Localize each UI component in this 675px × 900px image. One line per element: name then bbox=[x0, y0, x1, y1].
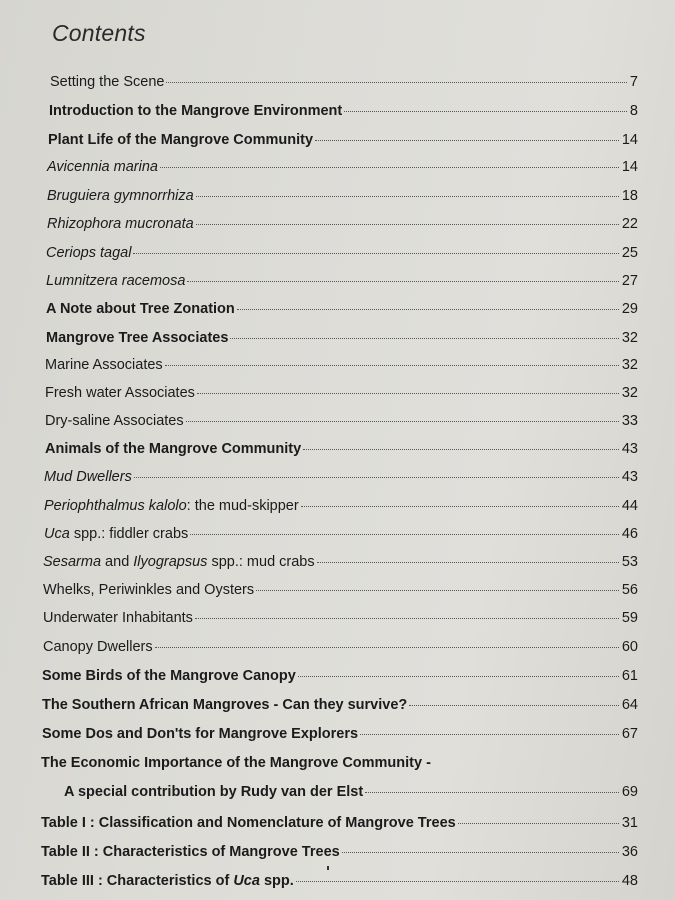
toc-entry bbox=[41, 843, 638, 861]
toc-entry-heading-line: The Economic Importance of the Mangrove Community - bbox=[41, 755, 431, 771]
toc-entry bbox=[41, 814, 638, 832]
toc-entry-page: 59 bbox=[621, 610, 638, 626]
toc-entry bbox=[47, 158, 638, 176]
toc-entry bbox=[43, 609, 638, 627]
toc-entry-page: 46 bbox=[621, 526, 638, 542]
dot-leader bbox=[166, 82, 626, 83]
toc-entry-title-rest: spp.: mud crabs bbox=[207, 554, 315, 570]
toc-entry-page: 44 bbox=[621, 498, 638, 514]
toc-entry-title: Mangrove Tree Associates bbox=[46, 330, 229, 346]
toc-entry-page: 33 bbox=[621, 413, 638, 429]
toc-entry-title: Animals of the Mangrove Community bbox=[45, 441, 302, 457]
toc-entry-title-rest: spp.: fiddler crabs bbox=[69, 526, 189, 542]
toc-entry-page: 56 bbox=[621, 582, 638, 598]
toc-entry bbox=[44, 497, 638, 515]
dot-leader bbox=[134, 477, 619, 478]
dot-leader bbox=[155, 647, 619, 648]
toc-entry-title: Introduction to the Mangrove Environment bbox=[49, 103, 343, 119]
toc-entry-page: 61 bbox=[621, 668, 638, 684]
toc-entry-title: Whelks, Periwinkles and Oysters bbox=[43, 582, 255, 598]
toc-entry-title: Ceriops tagal bbox=[46, 245, 132, 261]
toc-entry bbox=[46, 244, 638, 262]
toc-entry bbox=[45, 412, 638, 430]
toc-entry-title: Mud Dwellers bbox=[44, 469, 132, 485]
species-name: Periophthalmus kalolo bbox=[44, 498, 187, 514]
toc-entry-title: Plant Life of the Mangrove Community bbox=[48, 132, 314, 148]
toc-entry-title-rest: spp. bbox=[259, 873, 294, 889]
dot-leader bbox=[409, 705, 619, 706]
toc-entry-title bbox=[44, 497, 299, 515]
dot-leader bbox=[360, 734, 619, 735]
toc-entry-page: 32 bbox=[621, 330, 638, 346]
dot-leader bbox=[344, 111, 627, 112]
toc-entry-page: 48 bbox=[621, 873, 638, 889]
dot-leader bbox=[315, 140, 619, 141]
dot-leader bbox=[186, 421, 619, 422]
dot-leader bbox=[197, 393, 619, 394]
toc-entry-title: The Southern African Mangroves - Can they survive? bbox=[42, 697, 408, 713]
toc-entry-title bbox=[44, 525, 188, 543]
toc-entry-title bbox=[43, 553, 315, 571]
toc-entry bbox=[42, 725, 638, 743]
contents-heading: Contents bbox=[52, 20, 146, 46]
toc-entry-page: 8 bbox=[629, 103, 638, 119]
toc-entry-page: 7 bbox=[629, 74, 638, 90]
toc-entry-title: Some Dos and Don'ts for Mangrove Explorers bbox=[42, 726, 359, 742]
dot-leader bbox=[303, 449, 619, 450]
toc-entry-page: 43 bbox=[621, 469, 638, 485]
toc-entry-page: 53 bbox=[621, 554, 638, 570]
toc-entry-title: Marine Associates bbox=[45, 357, 163, 373]
toc-entry-page: 32 bbox=[621, 385, 638, 401]
dot-leader bbox=[365, 792, 619, 793]
species-name: Ilyograpsus bbox=[133, 554, 208, 570]
toc-entry bbox=[47, 215, 638, 233]
dot-leader bbox=[187, 281, 618, 282]
dot-leader bbox=[317, 562, 619, 563]
dot-leader bbox=[458, 823, 619, 824]
toc-entry bbox=[46, 272, 638, 290]
toc-entry bbox=[46, 300, 638, 318]
species-name: Sesarma bbox=[43, 554, 102, 570]
toc-entry-title: Rhizophora mucronata bbox=[47, 216, 194, 232]
toc-entry-page: 60 bbox=[621, 639, 638, 655]
toc-entry-page: 69 bbox=[621, 784, 638, 800]
toc-entry-page: 32 bbox=[621, 357, 638, 373]
toc-entry bbox=[43, 553, 638, 571]
dot-leader bbox=[196, 224, 619, 225]
toc-entry bbox=[43, 581, 638, 599]
toc-entry-page: 18 bbox=[621, 188, 638, 204]
dot-leader bbox=[190, 534, 619, 535]
dot-leader bbox=[160, 167, 619, 168]
toc-entry bbox=[44, 468, 638, 486]
toc-entry-title bbox=[41, 872, 294, 890]
toc-entry-page: 27 bbox=[621, 273, 638, 289]
toc-entry-page: 22 bbox=[621, 216, 638, 232]
toc-entry-title-mid: and bbox=[101, 554, 134, 570]
toc-entry bbox=[45, 356, 638, 374]
toc-entry bbox=[42, 696, 638, 714]
toc-entry-title: Table II : Characteristics of Mangrove Trees bbox=[41, 844, 340, 860]
toc-entry-title: Avicennia marina bbox=[47, 159, 158, 175]
toc-entry-page: 29 bbox=[621, 301, 638, 317]
toc-entry bbox=[49, 102, 638, 120]
toc-entry bbox=[43, 638, 638, 656]
toc-entry-title: Dry-saline Associates bbox=[45, 413, 184, 429]
dot-leader bbox=[165, 365, 619, 366]
toc-entry-title-rest: : the mud-skipper bbox=[186, 498, 299, 514]
stray-mark bbox=[327, 866, 329, 870]
toc-entry bbox=[46, 329, 638, 347]
toc-entry-page: 43 bbox=[621, 441, 638, 457]
toc-entry-page: 67 bbox=[621, 726, 638, 742]
dot-leader bbox=[133, 253, 618, 254]
toc-entry-title-start: Table III : Characteristics of bbox=[41, 873, 234, 889]
toc-entry-title: Fresh water Associates bbox=[45, 385, 195, 401]
toc-entry bbox=[50, 73, 638, 91]
dot-leader bbox=[296, 881, 619, 882]
toc-entry-title: A Note about Tree Zonation bbox=[46, 301, 235, 317]
dot-leader bbox=[342, 852, 619, 853]
dot-leader bbox=[256, 590, 619, 591]
dot-leader bbox=[196, 196, 619, 197]
toc-entry bbox=[45, 440, 638, 458]
toc-entry-title: Underwater Inhabitants bbox=[43, 610, 193, 626]
toc-entry bbox=[41, 872, 638, 890]
toc-entry bbox=[42, 667, 638, 685]
dot-leader bbox=[195, 618, 619, 619]
dot-leader bbox=[298, 676, 619, 677]
toc-entry bbox=[48, 131, 638, 149]
toc-entry-title: Table I : Classification and Nomenclature of Mangrove Trees bbox=[41, 815, 456, 831]
toc-entry-title: Setting the Scene bbox=[50, 74, 165, 90]
toc-entry bbox=[47, 187, 638, 205]
toc-entry-page: 31 bbox=[621, 815, 638, 831]
species-name: Uca bbox=[233, 873, 260, 889]
toc-entry-title: Bruguiera gymnorrhiza bbox=[47, 188, 194, 204]
toc-entry-title: Lumnitzera racemosa bbox=[46, 273, 186, 289]
toc-entry bbox=[64, 783, 638, 801]
toc-entry-title: Canopy Dwellers bbox=[43, 639, 153, 655]
toc-entry-page: 14 bbox=[621, 159, 638, 175]
toc-entry bbox=[45, 384, 638, 402]
dot-leader bbox=[230, 338, 618, 339]
dot-leader bbox=[237, 309, 619, 310]
toc-entry-page: 25 bbox=[621, 245, 638, 261]
toc-entry-page: 14 bbox=[621, 132, 638, 148]
toc-entry-title: A special contribution by Rudy van der Elst bbox=[64, 784, 364, 800]
toc-entry-page: 36 bbox=[621, 844, 638, 860]
toc-entry bbox=[44, 525, 638, 543]
species-name: Uca bbox=[44, 526, 70, 542]
toc-entry-title: Some Birds of the Mangrove Canopy bbox=[42, 668, 296, 684]
toc-entry-page: 64 bbox=[621, 697, 638, 713]
dot-leader bbox=[301, 506, 619, 507]
